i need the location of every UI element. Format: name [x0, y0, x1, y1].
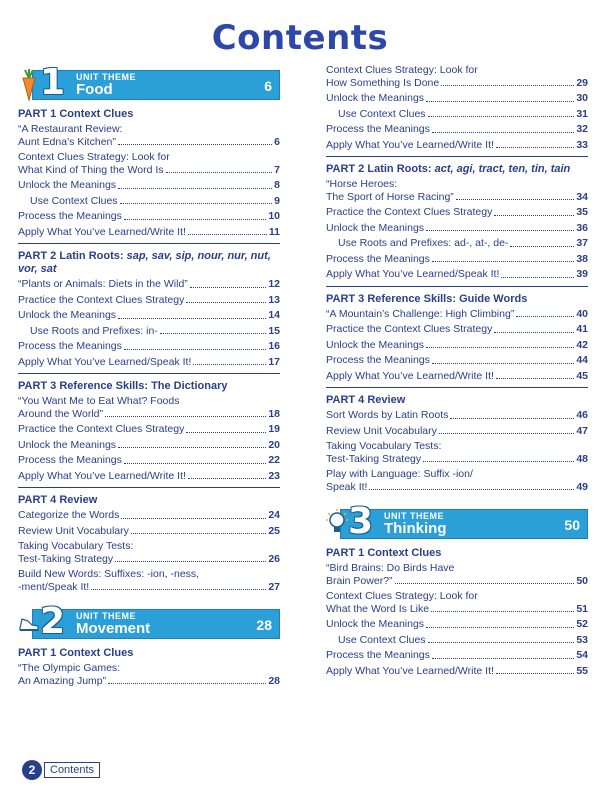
toc-entry[interactable]: Play with Language: Suffix -ion/ Speak It! 49 [326, 468, 588, 493]
unit-number: 3 [348, 501, 374, 542]
toc-entry[interactable]: Process the Meanings 22 [18, 454, 280, 466]
unit-number: 2 [40, 601, 66, 642]
unit-theme-label: UNIT THEME [76, 611, 136, 621]
toc-entry[interactable]: Apply What You’ve Learned/Speak It! 39 [326, 268, 588, 280]
toc-entry[interactable]: “Bird Brains: Do Birds Have Brain Power?” 50 [326, 562, 588, 587]
toc-entry[interactable]: Taking Vocabulary Tests: Test-Taking Strategy 26 [18, 540, 280, 565]
toc-entry[interactable]: Use Roots and Prefixes: in- 15 [30, 324, 280, 337]
part-title: PART 1 Context Clues [18, 647, 134, 659]
toc-entry[interactable]: “Plants or Animals: Diets in the Wild” 12 [18, 278, 280, 290]
toc-entry[interactable]: Process the Meanings 38 [326, 252, 588, 265]
toc-entry[interactable]: Process the Meanings 32 [326, 123, 588, 135]
toc-entry[interactable]: Apply What You’ve Learned/Write It! 55 [326, 664, 588, 677]
toc-entry[interactable]: “You Want Me to Eat What? Foods Around the World” 18 [18, 395, 280, 420]
unit-banner-bar [32, 609, 280, 639]
part-title: PART 3 Reference Skills: The Dictionary [18, 380, 228, 392]
unit-2-banner [18, 601, 280, 641]
divider [18, 373, 280, 374]
toc-entry[interactable]: Use Context Clues 31 [338, 107, 588, 120]
unit-page: 28 [256, 617, 272, 633]
toc-entry[interactable]: Process the Meanings 44 [326, 354, 588, 366]
unit-3-banner [326, 501, 588, 541]
toc-entry[interactable]: Unlock the Meanings 42 [326, 338, 588, 351]
toc-entry[interactable]: Use Roots and Prefixes: ad-, at-, de- 37 [338, 237, 588, 249]
toc-entry[interactable]: Context Clues Strategy: Look for What the Word Is Like 51 [326, 590, 588, 615]
toc-entry[interactable]: Context Clues Strategy: Look for How Something Is Done 29 [326, 64, 588, 89]
page-footer [22, 760, 100, 780]
divider [18, 487, 280, 488]
part-title: PART 4 Review [18, 494, 98, 506]
unit-page: 50 [564, 517, 580, 533]
left-column [18, 62, 280, 690]
page-number: 2 [22, 760, 42, 780]
toc-entry[interactable]: Categorize the Words 24 [18, 509, 280, 521]
unit-theme-name: Movement [76, 620, 151, 637]
toc-entry[interactable]: Unlock the Meanings 14 [18, 309, 280, 321]
toc-entry[interactable]: “A Restaurant Review: Aunt Edna’s Kitchen” 6 [18, 123, 280, 148]
toc-entry[interactable]: Build New Words: Suffixes: -ion, -ness, -ment/Speak It! 27 [18, 568, 280, 593]
unit-theme-name: Food [76, 81, 113, 98]
part-title: PART 2 Latin Roots: act, agi, tract, ten, tin, tain [326, 163, 571, 175]
carrot-icon [18, 68, 40, 102]
part-title: PART 1 Context Clues [18, 108, 134, 120]
toc-entry[interactable]: Practice the Context Clues Strategy 35 [326, 206, 588, 218]
toc-entry[interactable]: Unlock the Meanings 36 [326, 221, 588, 234]
toc-entry[interactable]: Context Clues Strategy: Look for What Kind of Thing the Word Is 7 [18, 151, 280, 176]
toc-entry[interactable]: Apply What You’ve Learned/Write It! 23 [18, 469, 280, 482]
toc-entry[interactable]: Apply What You’ve Learned/Write It! 45 [326, 369, 588, 382]
lightbulb-icon [326, 507, 348, 541]
toc-entry[interactable]: Unlock the Meanings 52 [326, 618, 588, 630]
unit-theme-label: UNIT THEME [384, 511, 444, 521]
toc-entry[interactable]: Review Unit Vocabulary 25 [18, 524, 280, 537]
toc-entry[interactable]: “A Mountain’s Challenge: High Climbing” 40 [326, 307, 588, 320]
toc-entry[interactable]: Apply What You’ve Learned/Write It! 11 [18, 225, 280, 238]
unit-theme-label: UNIT THEME [76, 72, 136, 82]
part-title: PART 2 Latin Roots: sap, sav, sip, nour, nur, nut, vor, sat [18, 250, 271, 275]
toc-entry[interactable]: “Horse Heroes: The Sport of Horse Racing” 34 [326, 178, 588, 203]
toc-entry[interactable]: Apply What You’ve Learned/Speak It! 17 [18, 355, 280, 368]
part-title: PART 1 Context Clues [326, 547, 442, 559]
part-title: PART 3 Reference Skills: Guide Words [326, 292, 528, 305]
divider [326, 387, 588, 388]
toc-entry[interactable]: Practice the Context Clues Strategy 13 [18, 293, 280, 306]
part-title: PART 4 Review [326, 394, 406, 406]
unit-page: 6 [264, 78, 272, 94]
toc-entry[interactable]: Practice the Context Clues Strategy 19 [18, 423, 280, 435]
toc-entry[interactable]: Review Unit Vocabulary 47 [326, 424, 588, 437]
toc-entry[interactable]: Process the Meanings 16 [18, 340, 280, 352]
toc-entry[interactable]: Unlock the Meanings 30 [326, 92, 588, 104]
unit-banner-bar [32, 70, 280, 100]
divider [326, 156, 588, 157]
toc-entry[interactable]: Use Context Clues 9 [30, 194, 280, 207]
toc-entry[interactable]: “The Olympic Games: An Amazing Jump” 28 [18, 662, 280, 687]
sneaker-icon [18, 607, 40, 641]
toc-entry[interactable]: Unlock the Meanings 8 [18, 179, 280, 191]
toc-entry[interactable]: Process the Meanings 54 [326, 649, 588, 661]
toc-entry[interactable]: Unlock the Meanings 20 [18, 438, 280, 451]
divider [326, 286, 588, 287]
toc-entry[interactable]: Use Context Clues 53 [338, 633, 588, 646]
toc-entry[interactable]: Taking Vocabulary Tests: Test-Taking Strategy 48 [326, 440, 588, 465]
toc-entry[interactable]: Practice the Context Clues Strategy 41 [326, 323, 588, 335]
toc-entry[interactable]: Process the Meanings 10 [18, 210, 280, 222]
divider [18, 243, 280, 244]
right-column [326, 62, 588, 680]
unit-theme-name: Thinking [384, 520, 447, 537]
unit-number: 1 [40, 62, 66, 103]
unit-banner-bar [340, 509, 588, 539]
footer-label: Contents [44, 762, 100, 778]
page-title: Contents [211, 18, 389, 58]
toc-entry[interactable]: Apply What You’ve Learned/Write It! 33 [326, 138, 588, 151]
toc-entry[interactable]: Sort Words by Latin Roots 46 [326, 409, 588, 421]
unit-1-banner [18, 62, 280, 102]
